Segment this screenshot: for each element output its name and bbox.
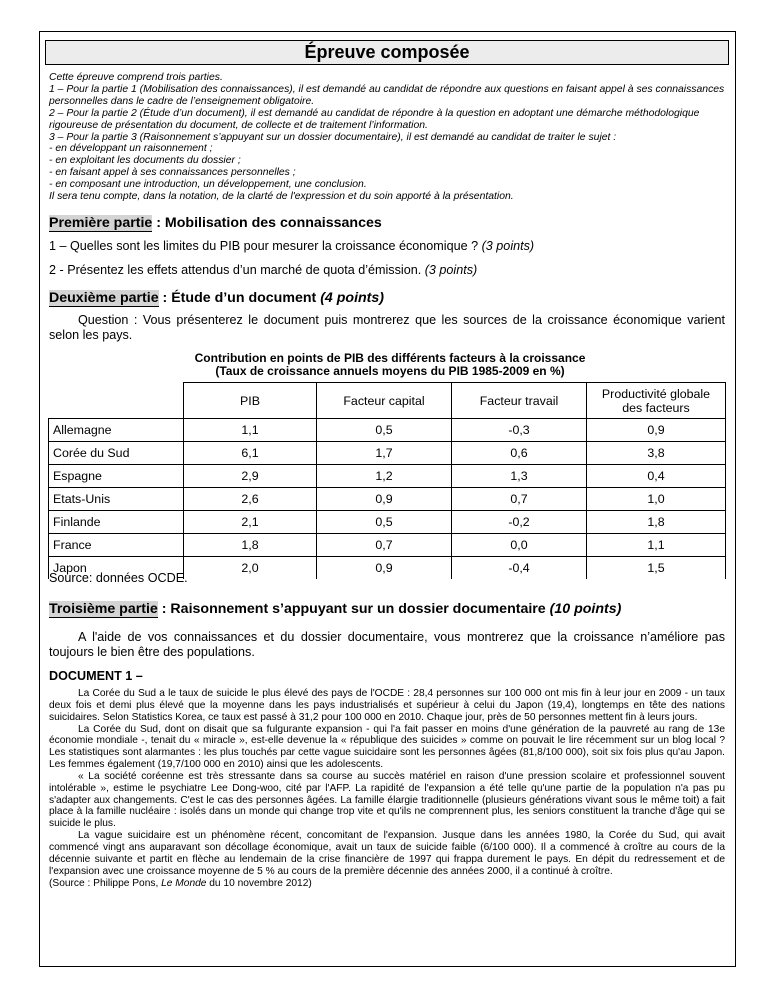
cell: 1,1 — [184, 419, 317, 442]
column-header: Facteur capital — [317, 383, 452, 419]
cell: 2,9 — [184, 465, 317, 488]
row-country: Etats-Unis — [49, 488, 184, 511]
cell: 0,4 — [587, 465, 726, 488]
cell: 6,1 — [184, 442, 317, 465]
cell: 0,5 — [317, 419, 452, 442]
cell: 2,0 — [184, 557, 317, 580]
instruction-line: - en faisant appel à ses connaissances personnelles ; — [49, 167, 296, 179]
instruction-line: Cette épreuve comprend trois parties. — [49, 72, 223, 83]
cell: 1,1 — [587, 534, 726, 557]
document-paragraph: « La société coréenne est très stressante dans sa course au succès matériel en raison d'une pression scolaire et professionnel souvent intolérable », estime le psychiatre Lee Dong-woo, cité par l'AFP. La rapidité de l'expansion a été telle qu'une partie de la population n'a pas pu s'adapter aux changements. C'est le cas des personnes âgées. La famille élargie traditionnelle (plusieurs générations vivant sous le même toit) a fait place à la famille nucléaire : isolés dans un monde qui change trop vite et qu'ils ne comprennent plus, les seniors constituent la tranche d'âge qui se suicide le plus. — [49, 770, 725, 830]
part1-question-2: 2 - Présentez les effets attendus d’un marché de quota d’émission. (3 points) — [49, 263, 478, 277]
row-country: Allemagne — [49, 419, 184, 442]
cell: 1,8 — [184, 534, 317, 557]
table-source: Source: données OCDE. — [49, 571, 188, 585]
cell: 0,5 — [317, 511, 452, 534]
part2-question: Question : Vous présenterez le document puis montrerez que les sources de la croissance économique varient selon les pays. — [49, 313, 725, 342]
cell: 3,8 — [587, 442, 726, 465]
table-row — [49, 442, 726, 465]
part2-label: Deuxième partie — [49, 290, 159, 306]
cell: 0,7 — [317, 534, 452, 557]
part3-heading — [49, 601, 621, 617]
document-paragraph: La Corée du Sud a le taux de suicide le plus élevé des pays de l'OCDE : 28,4 personnes sur 100 000 ont mis fin à leur jour en 2009 - un taux deux fois et demi plus élevé que la moyenne dans les pays industrialisés et supérieur à celui du Japon (19,4), longtemps en tête des nations suicidaires. Selon Statistics Korea, ce taux est passé à 31,2 pour 100 000 en 2010. Chaque jour, près de 50 personnes mettent fin à leurs jours. — [49, 688, 725, 723]
document-paragraph: La Corée du Sud, dont on disait que sa fulgurante expansion - qui l'a fait passer en moins d'une génération de la pauvreté au rang de 13e économie mondiale -, tenait du « miracle », est-elle devenue la « république des suicides » comme on pouvait le lire récemment sur un blog local ? Les statistiques sont alarmantes : les plus touchés par cette vague suicidaire sont les personnes âgées (81,8/100 000), soit six fois plus qu'au Japon. Les femmes également (19,7/100 000 en 2010) ainsi que les adolescents. — [49, 723, 725, 771]
cell: 0,0 — [452, 534, 587, 557]
page-title: Épreuve composée — [45, 40, 729, 65]
cell: 1,7 — [317, 442, 452, 465]
row-country: Corée du Sud — [49, 442, 184, 465]
instruction-line: Il sera tenu compte, dans la notation, de la clarté de l'expression et du soin apporté à la présentation. — [49, 191, 514, 203]
part2-heading — [49, 290, 384, 306]
document-source: (Source : Philippe Pons, Le Monde du 10 novembre 2012) — [49, 877, 312, 889]
cell: 0,7 — [452, 488, 587, 511]
part3-points: (10 points) — [549, 601, 622, 617]
part1-label: Première partie — [49, 215, 153, 231]
cell: -0,3 — [452, 419, 587, 442]
instruction-line: 1 – Pour la partie 1 (Mobilisation des connaissances), il est demandé au candidat de répondre aux questions en faisant appel à ses connaissances personnelles dans le cadre de l’enseignement obligatoire. — [49, 83, 725, 107]
part3-label: Troisième partie — [49, 601, 158, 617]
cell: 0,9 — [317, 488, 452, 511]
cell: 0,9 — [587, 419, 726, 442]
cell: 0,9 — [317, 557, 452, 580]
part3-subject: A l'aide de vos connaissances et du dossier documentaire, vous montrerez que la croissance n’améliore pas toujours le bien être des populations. — [49, 630, 725, 659]
document-1-title: DOCUMENT 1 – — [49, 669, 143, 683]
instructions — [49, 72, 729, 203]
part1-heading — [49, 215, 382, 231]
cell: 1,0 — [587, 488, 726, 511]
column-header: Productivité globale des facteurs — [587, 383, 726, 419]
row-country: Espagne — [49, 465, 184, 488]
table-corner — [49, 383, 184, 419]
cell: -0,4 — [452, 557, 587, 580]
row-country: Finlande — [49, 511, 184, 534]
cell: 1,8 — [587, 511, 726, 534]
part1-question-1: 1 – Quelles sont les limites du PIB pour mesurer la croissance économique ? (3 points) — [49, 239, 535, 253]
document-paragraph: La vague suicidaire est un phénomène récent, concomitant de l'expansion. Jusque dans les années 1980, la Corée du Sud, qui avait commencé vingt ans auparavant son décollage économique, avait un taux de suicide faible (6/100 000). Il a commencé à croître au cours de la décennie suivante et partit en flèche au lendemain de la crise financière de 1997 qui frappa durement le pays. En dépit du redressement et de l'expansion avec une croissance moyenne de 5 % au cours de la première décennie des années 2000, il a continué à croître. — [49, 830, 725, 877]
column-header: PIB — [184, 383, 317, 419]
cell: 1,3 — [452, 465, 587, 488]
cell: 1,5 — [587, 557, 726, 580]
instruction-line: - en composant une introduction, un développement, une conclusion. — [49, 179, 367, 191]
table-header-row — [49, 383, 726, 419]
data-table — [48, 382, 726, 579]
row-country: Japon — [49, 557, 184, 580]
part3-title: : Raisonnement s’appuyant sur un dossier documentaire — [157, 601, 550, 617]
table-row — [49, 465, 726, 488]
part2-points: (4 points) — [320, 290, 385, 306]
column-header: Facteur travail — [452, 383, 587, 419]
table-row — [49, 419, 726, 442]
cell: 2,6 — [184, 488, 317, 511]
instruction-line: - en développant un raisonnement ; — [49, 143, 213, 155]
instruction-line: 2 – Pour la partie 2 (Étude d’un document), il est demandé au candidat de répondre à la question en adoptant une démarche méthodologique rigoureuse de présentation du document, de collecte et de traitement l’information. — [49, 107, 700, 131]
table-caption: Contribution en points de PIB des différents facteurs à la croissance (Taux de croissance annuels moyens du PIB 1985-2009 en %) — [194, 351, 586, 378]
part1-title: : Mobilisation des connaissances — [152, 215, 382, 231]
row-country: France — [49, 534, 184, 557]
table-row — [49, 488, 726, 511]
instruction-line: 3 – Pour la partie 3 (Raisonnement s’appuyant sur un dossier documentaire), il est demandé au candidat de traiter le sujet : — [49, 131, 617, 143]
cell: 2,1 — [184, 511, 317, 534]
cell: -0,2 — [452, 511, 587, 534]
cell: 0,6 — [452, 442, 587, 465]
instruction-line: - en exploitant les documents du dossier ; — [49, 155, 241, 167]
part2-title: : Étude d’un document — [158, 290, 321, 306]
table-row — [49, 511, 726, 534]
cell: 1,2 — [317, 465, 452, 488]
table-row — [49, 534, 726, 557]
document-1-body — [49, 688, 725, 889]
